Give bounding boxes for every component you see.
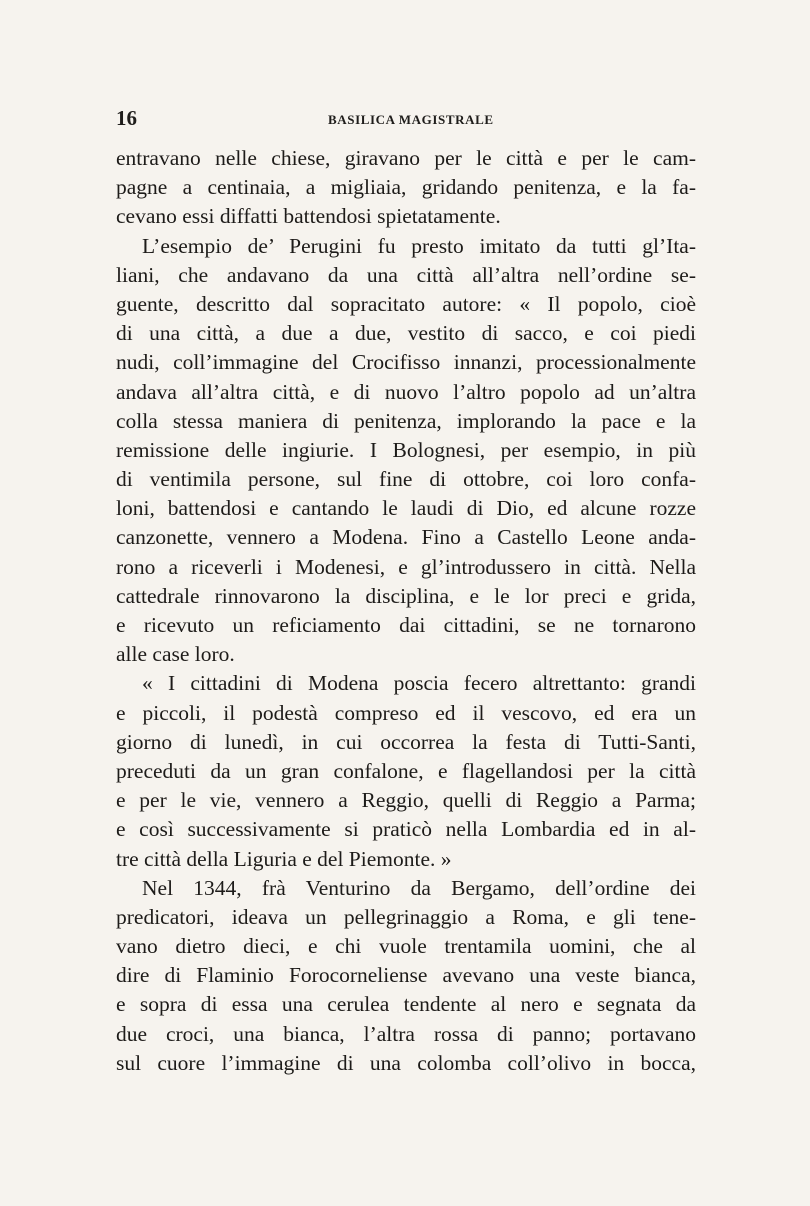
text-line: rono a riceverli i Modenesi, e gl’introdussero in città. Nella [116, 554, 696, 579]
text-line: « I cittadini di Modena poscia fecero altrettanto: grandi [142, 671, 696, 696]
text-line: dire di Flaminio Forocorneliense avevano una veste bianca, [116, 963, 696, 988]
text-line: e per le vie, vennero a Reggio, quelli di Reggio a Parma; [116, 788, 696, 813]
text-line: di una città, a due a due, vestito di sacco, e coi piedi [116, 321, 696, 346]
text-line: e così successivamente si praticò nella Lombardia ed in al- [116, 817, 696, 842]
text-line: liani, che andavano da una città all’altra nell’ordine se- [116, 262, 696, 287]
text-line: tre città della Liguria e del Piemonte. » [116, 846, 452, 871]
page-number: 16 [116, 106, 137, 130]
text-line: andava all’altra città, e di nuovo l’altro popolo ad un’altra [116, 379, 696, 404]
text-line: canzonette, vennero a Modena. Fino a Castello Leone anda- [116, 525, 696, 550]
text-line: cevano essi diffatti battendosi spietatamente. [116, 204, 501, 229]
text-line: nudi, coll’immagine del Crocifisso innanzi, processionalmente [116, 350, 696, 375]
text-line: colla stessa maniera di penitenza, implorando la pace e la [116, 408, 696, 433]
text-line: pagne a centinaia, a migliaia, gridando penitenza, e la fa- [116, 175, 696, 200]
text-line: e ricevuto un reficiamento dai cittadini, se ne tornarono [116, 613, 696, 637]
text-line: L’esempio de’ Perugini fu presto imitato da tutti gl’Ita- [142, 233, 696, 258]
running-title: BASILICA MAGISTRALE [328, 112, 494, 127]
text-line: alle case loro. [116, 642, 235, 667]
text-line: remissione delle ingiurie. I Bolognesi, per esempio, in più [116, 437, 696, 462]
text-line: sul cuore l’immagine di una colomba coll’olivo in bocca, [116, 1050, 696, 1075]
text-line: predicatori, ideava un pellegrinaggio a Roma, e gli tene- [116, 904, 696, 929]
text-line: guente, descritto dal sopracitato autore: « Il popolo, cioè [116, 291, 696, 316]
text-line: vano dietro dieci, e chi vuole trentamila uomini, che al [116, 934, 696, 959]
text-line: e piccoli, il podestà compreso ed il vescovo, ed era un [116, 700, 696, 725]
text-line: entravano nelle chiese, giravano per le città e per le cam- [116, 146, 696, 170]
text-line: cattedrale rinnovarono la disciplina, e le lor preci e grida, [116, 583, 696, 608]
text-line: giorno di lunedì, in cui occorrea la festa di Tutti-Santi, [116, 729, 696, 754]
text-line: e sopra di essa una cerulea tendente al nero e segnata da [116, 992, 696, 1017]
body-text [116, 144, 696, 1078]
text-line: preceduti da un gran confalone, e flagellandosi per la città [116, 758, 696, 783]
text-line: Nel 1344, frà Venturino da Bergamo, dell’ordine dei [142, 875, 696, 900]
text-line: di ventimila persone, sul fine di ottobre, coi loro confa- [116, 467, 696, 492]
running-head [116, 106, 696, 130]
text-line: loni, battendosi e cantando le laudi di Dio, ed alcune rozze [116, 496, 696, 521]
text-line: due croci, una bianca, l’altra rossa di panno; portavano [116, 1021, 696, 1046]
